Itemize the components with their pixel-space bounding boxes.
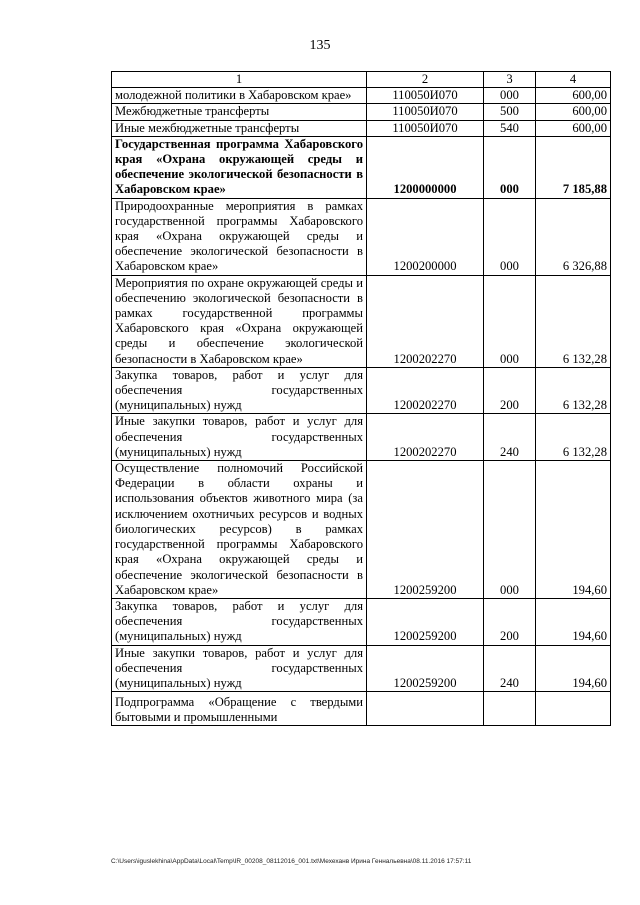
table-row — [112, 88, 611, 104]
row-amount: 7 185,88 — [536, 136, 611, 198]
row-amount — [536, 692, 611, 726]
row-target-code: 1200200000 — [367, 198, 484, 275]
column-header-3: 3 — [484, 72, 536, 88]
row-description: Закупка товаров, работ и услуг для обеспечения государственных (муниципальных) нужд — [112, 367, 367, 414]
row-expense-type: 000 — [484, 275, 536, 367]
row-expense-type: 500 — [484, 104, 536, 120]
row-target-code: 1200259200 — [367, 645, 484, 692]
column-header-2: 2 — [367, 72, 484, 88]
row-amount: 6 326,88 — [536, 198, 611, 275]
page-number: 135 — [309, 38, 331, 53]
row-amount: 6 132,28 — [536, 367, 611, 414]
row-amount: 194,60 — [536, 645, 611, 692]
row-expense-type — [484, 692, 536, 726]
table-row — [112, 598, 611, 645]
row-target-code: 110050И070 — [367, 88, 484, 104]
table-row — [112, 414, 611, 461]
row-target-code: 1200202270 — [367, 367, 484, 414]
column-header-4: 4 — [536, 72, 611, 88]
row-target-code: 110050И070 — [367, 104, 484, 120]
table-row — [112, 104, 611, 120]
column-header-1: 1 — [112, 72, 367, 88]
row-expense-type: 200 — [484, 367, 536, 414]
row-target-code: 110050И070 — [367, 120, 484, 136]
row-amount: 600,00 — [536, 88, 611, 104]
budget-table — [111, 71, 611, 726]
row-target-code: 1200259200 — [367, 598, 484, 645]
row-amount: 6 132,28 — [536, 275, 611, 367]
file-path-footer: C:\Users\iguslekhina\AppData\Local\Temp\IR_00208_08112016_001.txt\Мехеханв Ирина Геннальевна\08.11.2016 17:57:11 — [111, 858, 472, 865]
row-expense-type: 240 — [484, 414, 536, 461]
row-expense-type: 540 — [484, 120, 536, 136]
row-description: Природоохранные мероприятия в рамках государственной программы Хабаровского края «Охрана окружающей среды и обеспечение экологической безопасности в Хабаровском крае» — [112, 198, 367, 275]
row-target-code — [367, 692, 484, 726]
row-target-code: 1200202270 — [367, 275, 484, 367]
row-expense-type: 200 — [484, 598, 536, 645]
row-description: Осуществление полномочий Российской Федерации в области охраны и использования объектов животного мира (за исключением охотничьих ресурсов и водных биологических ресурсов) в рамках государственной программы Хабаровского края «Охрана окружающей среды и обеспечение экологической безопасности в Хабаровском крае» — [112, 461, 367, 599]
table-row — [112, 461, 611, 599]
table-header-row — [112, 72, 611, 88]
row-description: Государственная программа Хабаровского края «Охрана окружающей среды и обеспечение экологической безопасности в Хабаровском крае» — [112, 136, 367, 198]
row-amount: 600,00 — [536, 104, 611, 120]
table-row — [112, 645, 611, 692]
row-expense-type: 240 — [484, 645, 536, 692]
row-amount: 600,00 — [536, 120, 611, 136]
row-description: молодежной политики в Хабаровском крае» — [112, 88, 367, 104]
row-amount: 6 132,28 — [536, 414, 611, 461]
table-row — [112, 198, 611, 275]
row-expense-type: 000 — [484, 88, 536, 104]
row-description: Иные межбюджетные трансферты — [112, 120, 367, 136]
row-target-code: 1200202270 — [367, 414, 484, 461]
row-amount: 194,60 — [536, 598, 611, 645]
table-row — [112, 136, 611, 198]
row-expense-type: 000 — [484, 461, 536, 599]
row-description: Закупка товаров, работ и услуг для обеспечения государственных (муниципальных) нужд — [112, 598, 367, 645]
table-row — [112, 275, 611, 367]
table-row — [112, 692, 611, 726]
row-amount: 194,60 — [536, 461, 611, 599]
table-row — [112, 367, 611, 414]
row-description: Подпрограмма «Обращение с твердыми бытовыми и промышленными — [112, 692, 367, 726]
table-row — [112, 120, 611, 136]
row-description: Мероприятия по охране окружающей среды и обеспечению экологической безопасности в рамках государственной программы Хабаровского края «Охрана окружающей среды и обеспечение экологической безопасности в Хабаровском крае» — [112, 275, 367, 367]
row-description: Межбюджетные трансферты — [112, 104, 367, 120]
row-description: Иные закупки товаров, работ и услуг для обеспечения государственных (муниципальных) нужд — [112, 645, 367, 692]
row-expense-type: 000 — [484, 136, 536, 198]
row-description: Иные закупки товаров, работ и услуг для обеспечения государственных (муниципальных) нужд — [112, 414, 367, 461]
row-target-code: 1200259200 — [367, 461, 484, 599]
row-expense-type: 000 — [484, 198, 536, 275]
row-target-code: 1200000000 — [367, 136, 484, 198]
